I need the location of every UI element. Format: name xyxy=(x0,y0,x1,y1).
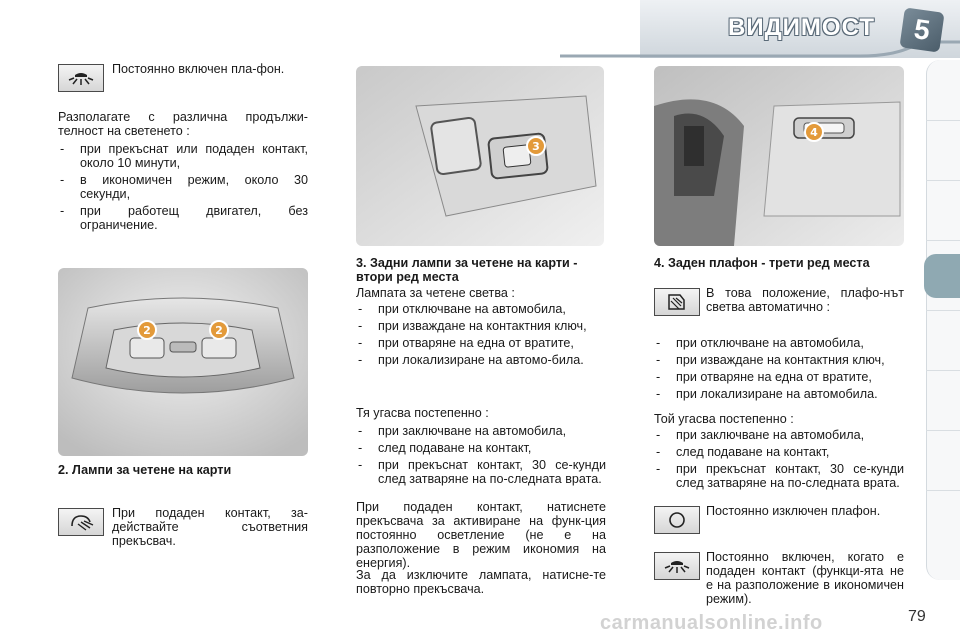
fade-intro: Тя угасва постепенно : xyxy=(356,406,489,420)
on-mode-text: Постоянно включен, когато е подаден контакт (функци-ята не е на разположение в икономичен режим). xyxy=(706,550,904,606)
list-item: - при отключване на автомобила, xyxy=(654,336,904,350)
list-item: - при отваряне на една от вратите, xyxy=(356,336,606,350)
light-off-icon xyxy=(654,506,700,534)
light-on-icon xyxy=(58,64,104,92)
side-tab-divider xyxy=(926,430,960,431)
light-on-intro: Лампата за четене светва : xyxy=(356,286,515,300)
list-item: - при заключване на автомобила, xyxy=(356,424,606,438)
list-item: - при отваряне на една от вратите, xyxy=(654,370,904,384)
list-item: - при работещ двигател, без ограничение. xyxy=(58,204,308,232)
door-light-icon xyxy=(654,288,700,316)
section2-title: 2. Лампи за четене на карти xyxy=(58,463,232,477)
watermark: carmanualsonline.info xyxy=(600,612,823,634)
light-on-list xyxy=(356,302,606,370)
light-on-list xyxy=(654,336,904,404)
list-item: - след подаване на контакт, xyxy=(356,441,606,455)
side-rail xyxy=(926,60,960,580)
fade-intro: Той угасва постепенно : xyxy=(654,412,794,426)
list-item: - при отключване на автомобила, xyxy=(356,302,606,316)
callout-label: 2 xyxy=(143,324,151,337)
section4-title: 4. Заден плафон - трети ред места xyxy=(654,256,870,270)
photo-rear-lamps xyxy=(356,66,604,246)
side-tab-divider xyxy=(926,180,960,181)
switch-off-text: За да изключите лампата, натисне-те повторно прекъсвача. xyxy=(356,568,606,596)
page-number: 79 xyxy=(908,608,926,625)
list-item: - при прекъснат контакт, 30 се-кунди след затваряне на по-следната врата. xyxy=(654,462,904,490)
list-item: - при прекъснат или подаден контакт, около 10 минути, xyxy=(58,142,308,170)
callout-label: 3 xyxy=(532,140,540,153)
page-title: ВИДИМОСТ xyxy=(728,14,875,41)
list-item: - при изваждане на контактния ключ, xyxy=(356,319,606,333)
list-item: - при заключване на автомобила, xyxy=(654,428,904,442)
list-item: - в икономичен режим, около 30 секунди, xyxy=(58,173,308,201)
side-tab-divider xyxy=(926,370,960,371)
map-lamp-switch-icon xyxy=(58,508,104,536)
side-tab-divider xyxy=(926,240,960,241)
fade-list xyxy=(654,428,904,493)
duration-list xyxy=(58,142,308,235)
photo-rear-ceiling-light xyxy=(654,66,904,246)
list-item: - при прекъснат контакт, 30 се-кунди след затваряне на по-следната врата. xyxy=(356,458,606,486)
chapter-badge: 5 xyxy=(899,7,944,52)
fade-list xyxy=(356,424,606,489)
permanent-light-text: При подаден контакт, натиснете прекъсвача за активиране на функ-ция постоянно осветление (не е на разположение в режим икономия на енергия). xyxy=(356,500,606,570)
auto-mode-text: В това положение, плафо-нът светва автоматично : xyxy=(706,286,904,314)
side-tab-current xyxy=(924,254,960,298)
list-item: - при локализиране на автомо-била. xyxy=(356,353,606,367)
side-tab-divider xyxy=(926,120,960,121)
light-on-icon xyxy=(654,552,700,580)
icon-on-text: Постоянно включен пла-фон. xyxy=(112,62,285,76)
photo-map-lamps xyxy=(58,268,308,456)
callout-label: 2 xyxy=(215,324,223,337)
side-tab-divider xyxy=(926,310,960,311)
off-mode-text: Постоянно изключен плафон. xyxy=(706,504,881,518)
list-item: - при изваждане на контактния ключ, xyxy=(654,353,904,367)
section2-text: При подаден контакт, за-действайте съответния прекъсвач. xyxy=(112,506,308,548)
list-item: - след подаване на контакт, xyxy=(654,445,904,459)
callout-label: 4 xyxy=(810,126,818,139)
section3-title: 3. Задни лампи за четене на карти - втори ред места xyxy=(356,256,578,284)
side-tab-divider xyxy=(926,490,960,491)
list-item: - при локализиране на автомобила. xyxy=(654,387,904,401)
duration-intro: Разполагате с различна продължи-телност на светенето : xyxy=(58,110,308,138)
